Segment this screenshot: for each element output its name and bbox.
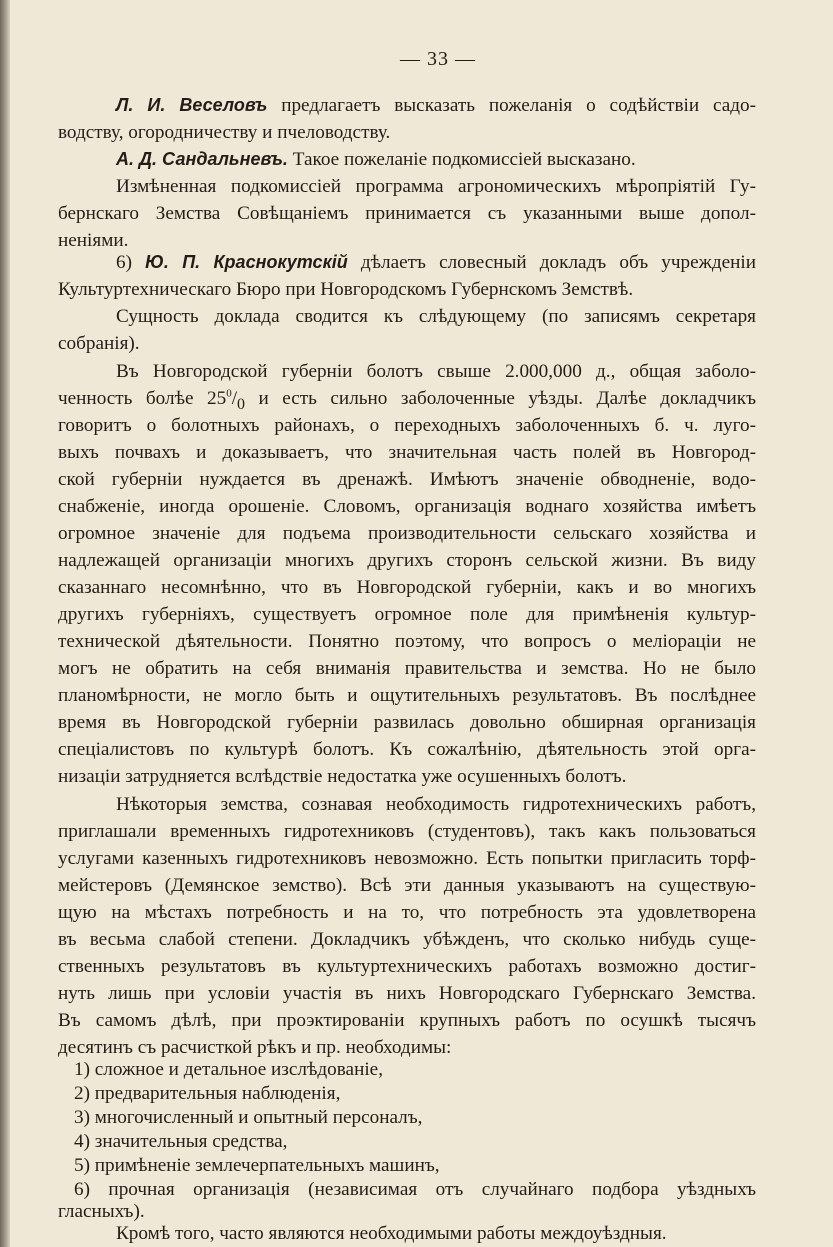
text-line: бернскаго Земства Совѣщаніемъ принимается съ указанными выше допол- (58, 203, 756, 224)
text-line: ской губерніи нуждается въ дренажѣ. Имѣютъ значеніе обводненіе, водо- (58, 469, 756, 490)
text-line: технической дѣятельности. Понятно поэтому, что вопросъ о меліораціи не (58, 631, 756, 652)
text-line: нуть лишь при условіи участія въ нихъ Новгородскаго Губернскаго Земства. (58, 983, 756, 1004)
text-line (116, 92, 756, 119)
text-line (116, 146, 756, 173)
page-number: — 33 — (400, 48, 476, 70)
list-item: 1) сложное и детальное изслѣдованіе, (74, 1059, 383, 1080)
text-line: надлежащей организаціи многихъ другихъ сторонъ сельской жизни. Въ виду (58, 550, 756, 571)
text-line: водству, огородничеству и пчеловодству. (58, 122, 391, 143)
text-line (116, 249, 756, 276)
list-item: 2) предварительныя наблюденія, (74, 1083, 341, 1104)
text-line: Въ самомъ дѣлѣ, при проэктированіи крупныхъ работъ по осушкѣ тысячъ (58, 1010, 756, 1031)
document-page (58, 0, 758, 1247)
text-line: мейстеровъ (Демянское земство). Всѣ эти данныя указываютъ на существую- (58, 875, 756, 896)
item-number: 6) (116, 252, 132, 273)
text-line: услугами казенныхъ гидротехниковъ невозможно. Есть попытки пригласить торф- (58, 848, 756, 869)
text-span: дѣлаетъ словесный докладъ объ учрежденіи (360, 252, 757, 273)
text-line: говоритъ о болотныхъ районахъ, о переходныхъ заболоченныхъ б. ч. луго- (58, 415, 756, 436)
percent-slash: / (231, 388, 238, 409)
text-line: другихъ губерніяхъ, существуетъ огромное поле для примѣненія культур- (58, 604, 756, 625)
text-span: предлагаетъ высказать пожеланія о содѣйствіи садо- (281, 95, 756, 116)
text-line: Сущность доклада сводится къ слѣдующему (по записямъ секретаря (116, 306, 756, 327)
text-line: выхъ почвахъ и доказываетъ, что значительная часть полей въ Новгород- (58, 442, 756, 463)
text-line: снабженіе, иногда орошеніе. Словомъ, организація воднаго хозяйства имѣетъ (58, 496, 756, 517)
text-line: низаціи затрудняется вслѣдствіе недостатка уже осушенныхъ болотъ. (58, 766, 627, 787)
text-span: и есть сильно заболоченные уѣзды. Далѣе докладчикъ (245, 388, 756, 409)
list-item: 4) значительныя средства, (74, 1131, 288, 1152)
list-item: 3) многочисленный и опытный персоналъ, (74, 1107, 423, 1128)
speaker-name: Ю. П. Краснокутскій (145, 252, 348, 272)
text-line: Культуртехническаго Бюро при Новгородскомъ Губернскомъ Земствѣ. (58, 279, 634, 300)
text-line: Кромѣ того, часто являются необходимыми работы междоуѣздныя. (116, 1223, 667, 1244)
text-span: Такое пожеланіе подкомиссіей высказано. (292, 149, 636, 170)
text-line: спеціалистовъ по культурѣ болотъ. Къ сожалѣнію, дѣятельность этой орга- (58, 739, 756, 760)
speaker-name: А. Д. Сандальневъ. (116, 149, 288, 169)
list-tail: гласныхъ). (58, 1201, 145, 1222)
text-line: щую на мѣстахъ потребность и на то, что потребность эта удовлетворена (58, 902, 756, 923)
text-line: огромное значеніе для подъема производительности сельскаго хозяйства и (58, 523, 756, 544)
book-spine-edge (0, 0, 10, 1247)
text-line: десятинъ съ расчисткой рѣкъ и пр. необходимы: (58, 1037, 452, 1058)
list-item: 5) примѣненіе землечерпательныхъ машинъ, (74, 1155, 440, 1176)
percent-sub: 0 (237, 395, 246, 413)
percent-sup: 0 (226, 387, 232, 400)
text-line: планомѣрности, не могло быть и ощутительныхъ результатовъ. Въ послѣднее (58, 685, 756, 706)
text-line: ственныхъ результатовъ въ культуртехническихъ работахъ возможно достиг- (58, 956, 756, 977)
text-line: неніями. (58, 230, 129, 251)
list-item: 6) прочная организація (независимая отъ случайнаго подбора уѣздныхъ (74, 1179, 756, 1200)
text-line: въ весьма слабой степени. Докладчикъ убѣжденъ, что сколько нибудь суще- (58, 929, 756, 950)
text-line: сказаннаго несомнѣнно, что въ Новгородской губерніи, какъ и во многихъ (58, 577, 756, 598)
text-line: Нѣкоторыя земства, сознавая необходимость гидротехническихъ работъ, (116, 794, 756, 815)
speaker-name: Л. И. Веселовъ (116, 95, 268, 115)
text-line: собранія). (58, 333, 140, 354)
text-line: могъ не обратить на себя вниманія правительства и земства. Но не было (58, 658, 756, 679)
text-line: Измѣненная подкомиссіей программа агрономическихъ мѣропріятій Гу- (116, 176, 756, 197)
text-line: приглашали временныхъ гидротехниковъ (студентовъ), такъ какъ пользоваться (58, 821, 756, 842)
text-line: время въ Новгородской губерніи развилась довольно обширная организація (58, 712, 756, 733)
text-span: ченность болѣе 25 (58, 388, 227, 409)
text-line: Въ Новгородской губерніи болотъ свыше 2.000,000 д., общая заболо- (116, 361, 756, 382)
